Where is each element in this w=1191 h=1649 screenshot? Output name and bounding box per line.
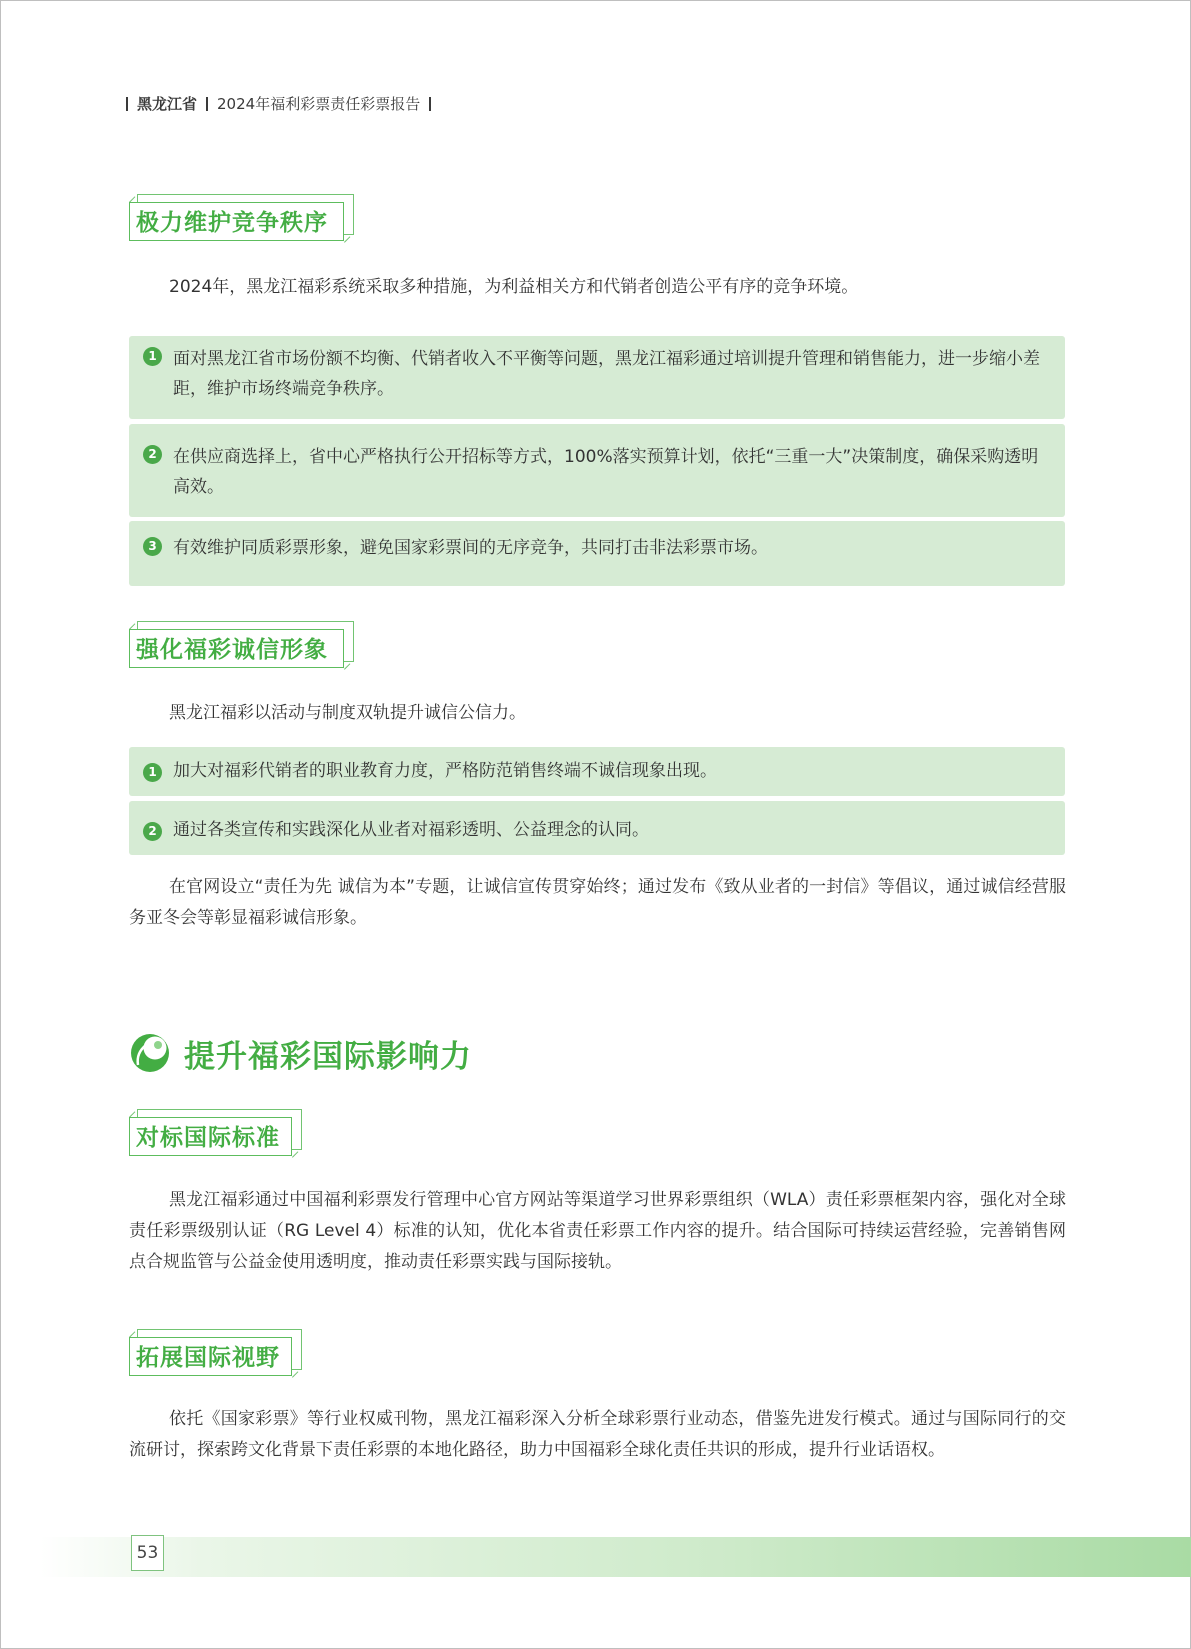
- header-divider: [429, 97, 431, 111]
- header-divider: [126, 97, 128, 111]
- swirl-logo-icon: [128, 1031, 172, 1075]
- section-tag-integrity-image: [129, 621, 356, 669]
- section2-outro: 在官网设立“责任为先 诚信为本”专题，让诚信宣传贯穿始终；通过发布《致从业者的一封信》等倡议，通过诚信经营服务亚冬会等彰显福彩诚信形象。: [129, 877, 1066, 928]
- list-item: [129, 747, 1065, 796]
- header-divider: [206, 97, 208, 111]
- section-tag-competition-order: [129, 194, 356, 242]
- header-province: 黑龙江省: [137, 95, 198, 113]
- section-tag-international-vision: [129, 1329, 304, 1377]
- number-badge: 3: [143, 537, 162, 556]
- section2-intro: 黑龙江福彩以活动与制度双轨提升诚信公信力。: [169, 703, 526, 723]
- list-item-text: 有效维护同质彩票形象，避免国家彩票间的无序竞争，共同打击非法彩票市场。: [173, 538, 768, 558]
- section-title: 极力维护竞争秩序: [136, 210, 328, 236]
- section-tag-international-standards: [129, 1109, 304, 1157]
- list-item: [129, 801, 1065, 855]
- number-badge: 2: [143, 445, 162, 464]
- list-item-text: 面对黑龙江省市场份额不均衡、代销者收入不平衡等问题，黑龙江福彩通过培训提升管理和销售能力，进一步缩小差距，维护市场终端竞争秩序。: [173, 349, 1040, 399]
- list-item: [129, 336, 1065, 419]
- number-badge: 1: [143, 763, 162, 782]
- section1-intro: 2024年，黑龙江福彩系统采取多种措施，为利益相关方和代销者创造公平有序的竞争环境。: [169, 277, 859, 297]
- number-badge: 2: [143, 822, 162, 841]
- list-item-text: 加大对福彩代销者的职业教育力度，严格防范销售终端不诚信现象出现。: [173, 761, 717, 781]
- page-number: 53: [131, 1535, 164, 1571]
- running-header: [126, 93, 431, 114]
- section-title: 拓展国际视野: [136, 1345, 280, 1371]
- section4-text: 依托《国家彩票》等行业权威刊物，黑龙江福彩深入分析全球彩票行业动态，借鉴先进发行模式。通过与国际同行的交流研讨，探索跨文化背景下责任彩票的本地化路径，助力中国福彩全球化责任共识的形成，提升行业话语权。: [129, 1409, 1066, 1460]
- main-heading-title: 提升福彩国际影响力: [184, 1038, 472, 1075]
- list-item: [129, 521, 1065, 586]
- main-heading: [128, 1031, 472, 1075]
- footer-band: [40, 1537, 1191, 1577]
- header-report-title: 2024年福利彩票责任彩票报告: [217, 95, 421, 113]
- section-title: 对标国际标准: [136, 1125, 280, 1151]
- list-item-text: 在供应商选择上，省中心严格执行公开招标等方式，100%落实预算计划，依托“三重一大”决策制度，确保采购透明高效。: [173, 447, 1039, 497]
- section-title: 强化福彩诚信形象: [136, 637, 328, 663]
- number-badge: 1: [143, 347, 162, 366]
- section3-text: 黑龙江福彩通过中国福利彩票发行管理中心官方网站等渠道学习世界彩票组织（WLA）责任彩票框架内容，强化对全球责任彩票级别认证（RG Level 4）标准的认知，优化本省责任彩票工作内容的提升。结合国际可持续运营经验，完善销售网点合规监管与公益金使用透明度，推动责任彩票实践与国际接轨。: [129, 1190, 1066, 1272]
- list-item: [129, 424, 1065, 517]
- list-item-text: 通过各类宣传和实践深化从业者对福彩透明、公益理念的认同。: [173, 820, 649, 840]
